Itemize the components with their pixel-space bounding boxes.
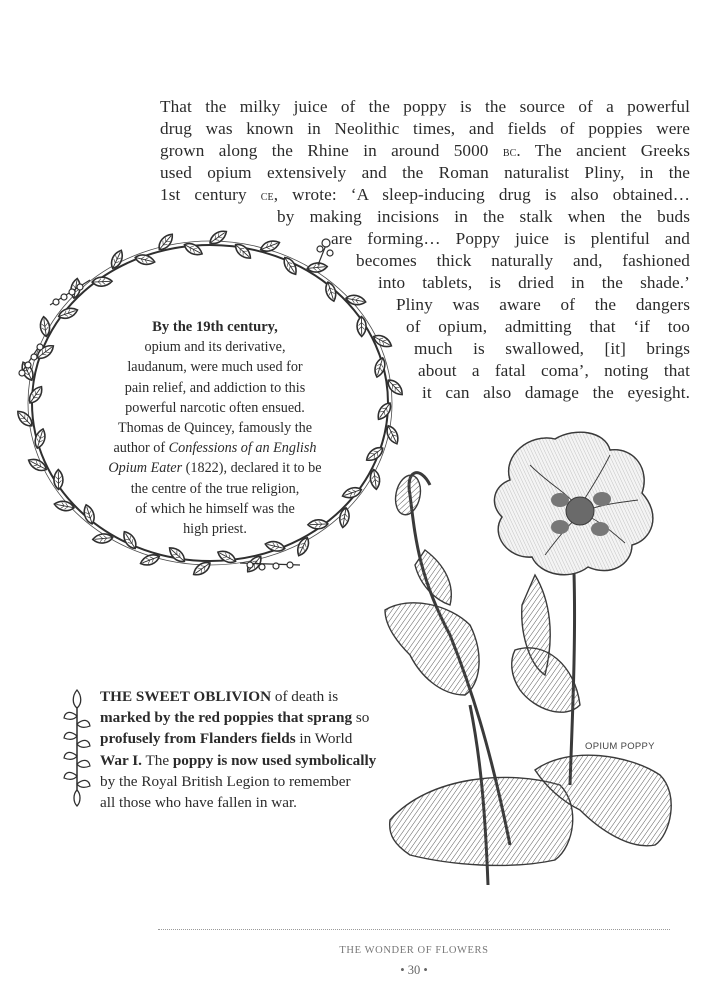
main-text-line: becomes thick naturally and, fashioned xyxy=(356,251,690,270)
oblivion-line: by the Royal British Legion to remember xyxy=(100,772,351,790)
oblivion-line: all those who have fallen in war. xyxy=(100,794,297,812)
wreath-line: opium and its derivative, xyxy=(144,339,286,356)
main-text-line: much is swallowed, [it] brings xyxy=(414,339,690,358)
footer-divider xyxy=(158,929,670,930)
illustration-caption: OPIUM POPPY xyxy=(585,741,655,752)
oblivion-line: THE SWEET OBLIVION of death is xyxy=(100,688,339,705)
main-text-line: about a fatal coma’, noting that xyxy=(418,361,690,380)
wreath-text-block xyxy=(95,317,335,539)
era-abbreviation: bc xyxy=(502,144,517,160)
wreath-line: high priest. xyxy=(183,521,247,538)
oblivion-heading: THE SWEET OBLIVION xyxy=(100,688,272,705)
wreath-line: author of Confessions of an English xyxy=(113,440,317,457)
book-title: Confessions of an English xyxy=(168,440,317,457)
wreath-line: Thomas de Quincey, famously the xyxy=(117,420,313,437)
wreath-lead: By the 19th century, xyxy=(152,319,278,335)
oblivion-text-block xyxy=(100,686,400,813)
wreath-line: Opium Eater (1822), declared it to be xyxy=(108,460,322,477)
wreath-line: the centre of the true religion, xyxy=(130,480,300,497)
running-footer-title: THE WONDER OF FLOWERS xyxy=(339,945,489,956)
main-text-line: That the milky juice of the poppy is the source of a powerful xyxy=(160,97,690,116)
main-text-line: are forming… Poppy juice is plentiful and xyxy=(331,229,690,248)
wreath-line: powerful narcotic often ensued. xyxy=(125,399,305,416)
page-number: • 30 • xyxy=(400,963,428,977)
opium-poppy-illustration-icon xyxy=(370,425,700,915)
wreath-line: pain relief, and addiction to this xyxy=(124,379,306,396)
wreath-line: of which he himself was the xyxy=(135,500,295,517)
wreath-line: laudanum, were much used for xyxy=(127,359,303,376)
oblivion-line: marked by the red poppies that sprang so xyxy=(100,709,370,727)
main-text-line: by making incisions in the stalk when the buds xyxy=(277,207,690,226)
oblivion-line: War I. The poppy is now used symbolically xyxy=(100,751,377,769)
oblivion-line: profusely from Flanders fields in World xyxy=(100,730,353,748)
main-text-line: into tablets, is dried in the shade.’ xyxy=(378,273,690,292)
book-title: Opium Eater xyxy=(108,460,183,477)
main-text-line: 1st century ce, wrote: ‘A sleep-inducing drug is also obtained… xyxy=(160,185,690,204)
sprig-ornament-icon xyxy=(62,688,92,808)
main-text-line: of opium, admitting that ‘if too xyxy=(406,317,690,336)
main-text-line: used opium extensively and the Roman naturalist Pliny, in the xyxy=(160,163,690,182)
era-abbreviation: ce xyxy=(260,188,274,204)
main-text-line: drug was known in Neolithic times, and fields of poppies were xyxy=(160,119,690,138)
main-text-line: it can also damage the eyesight. xyxy=(422,383,690,402)
main-text-line: Pliny was aware of the dangers xyxy=(396,295,690,314)
main-text-line: grown along the Rhine in around 5000 bc. The ancient Greeks xyxy=(160,141,690,160)
